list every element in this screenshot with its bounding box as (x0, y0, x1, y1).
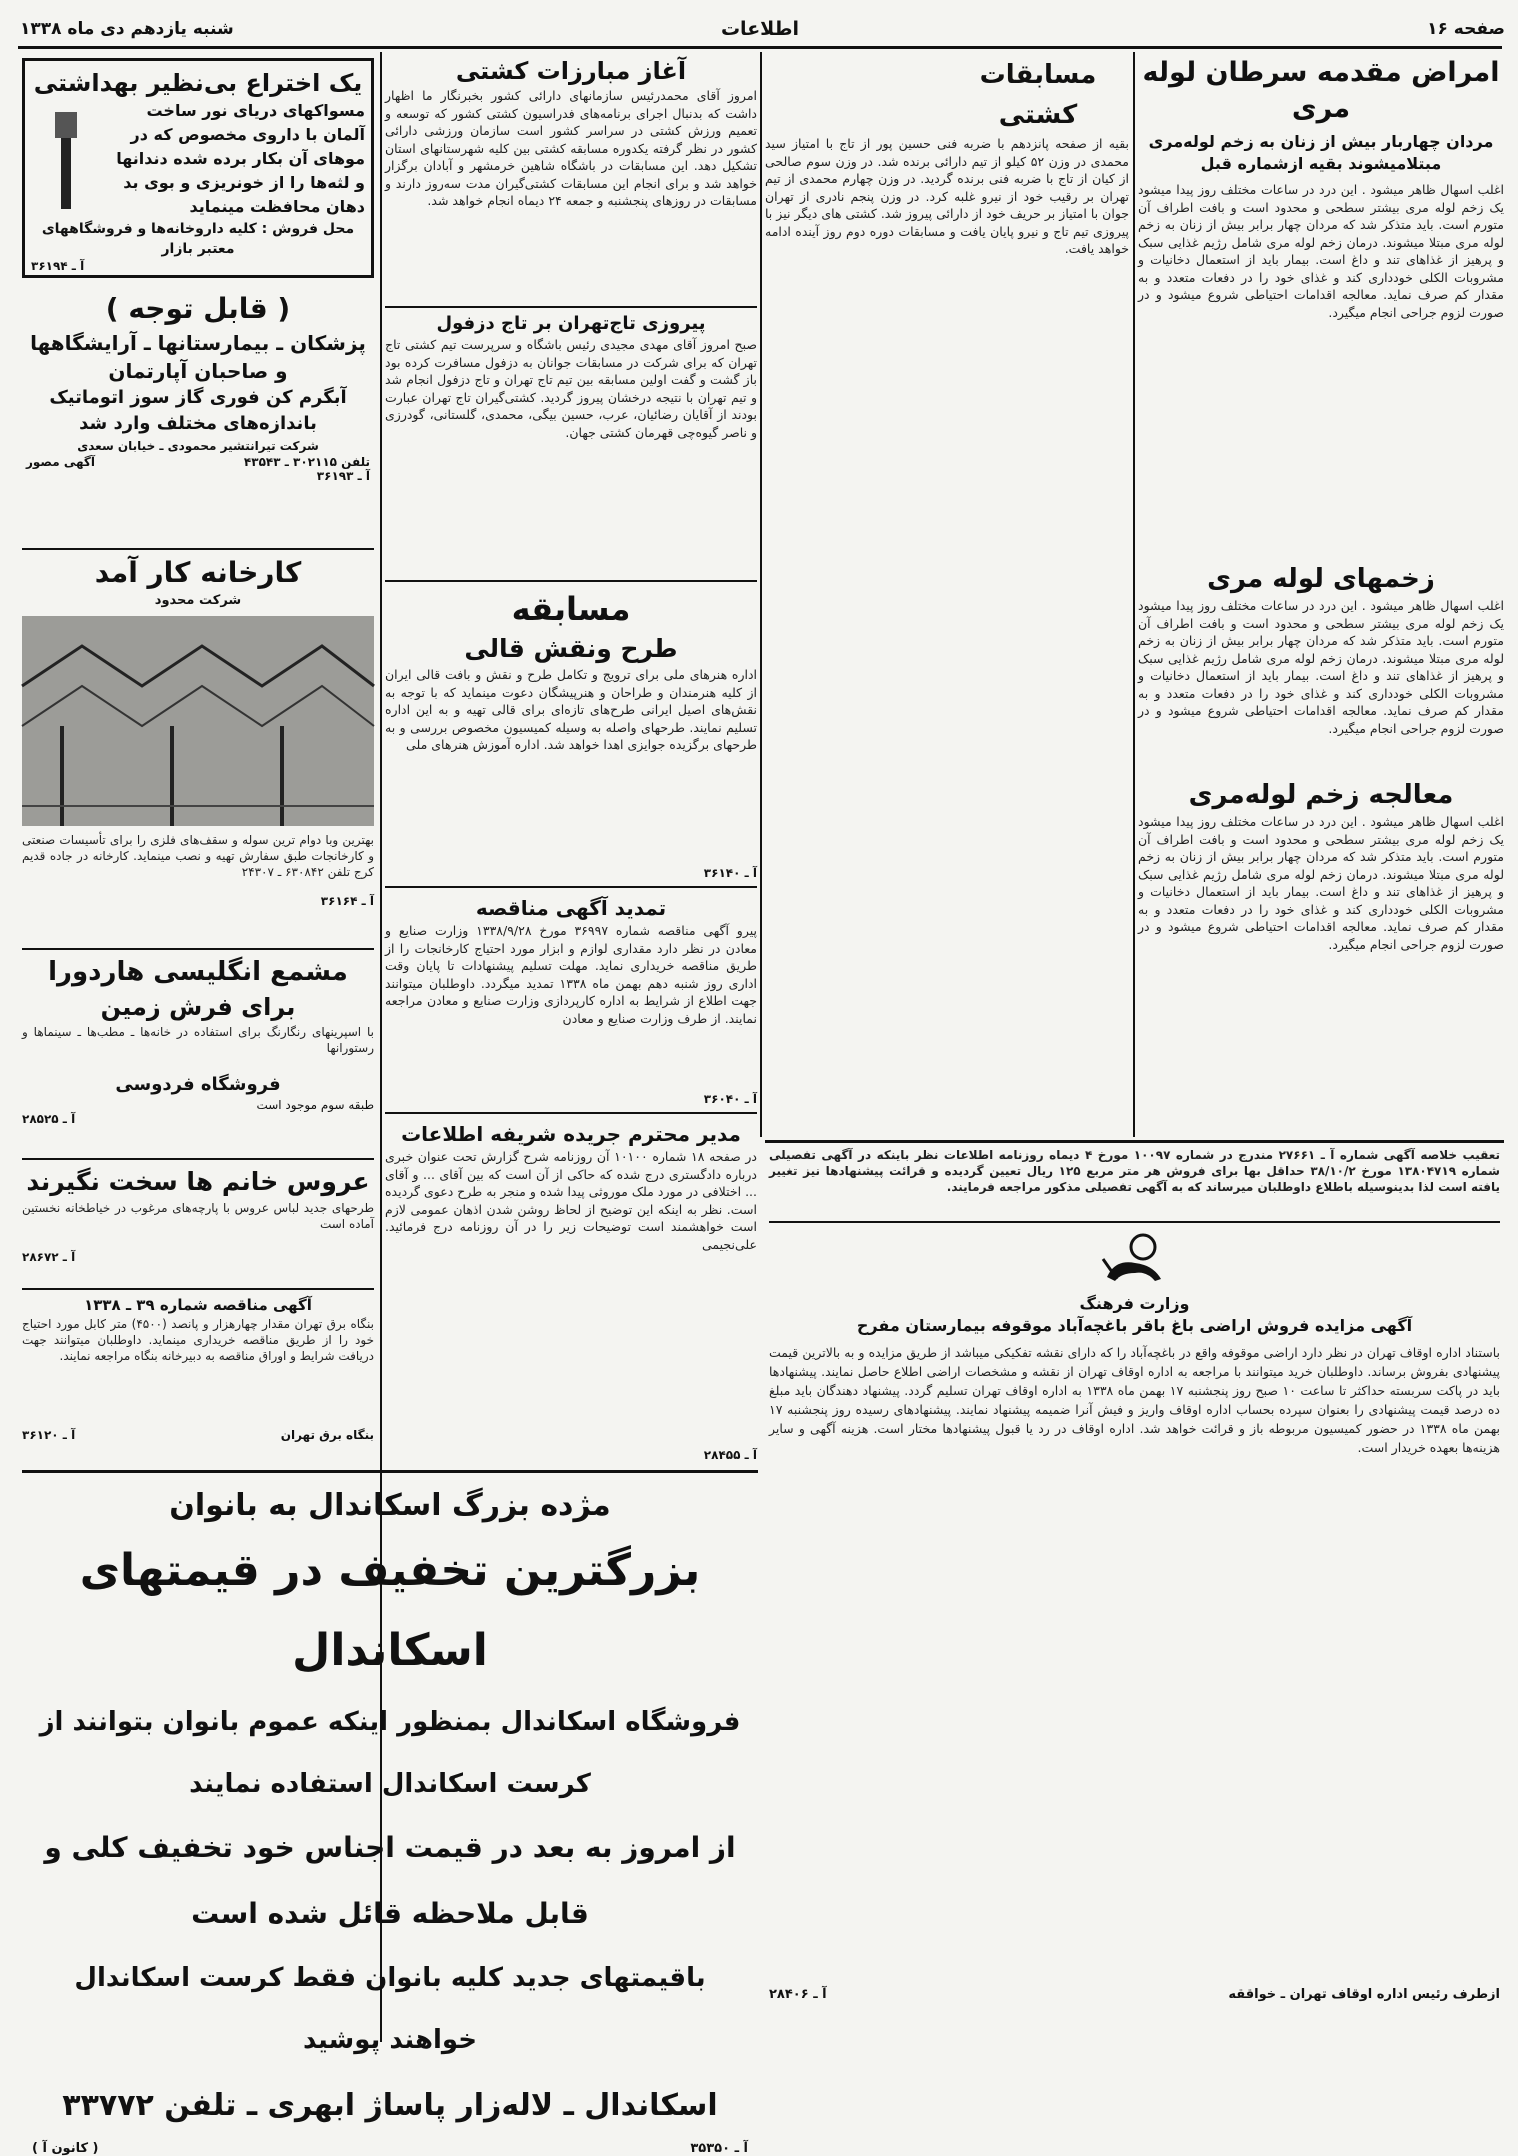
scandal-ad (22, 1470, 758, 2156)
lion-and-sun-emblem (769, 1229, 1500, 1293)
steel-structure-image (22, 616, 374, 826)
ad-line: مژده بزرگ اسکاندال به بانوان (169, 1488, 611, 1523)
ad-ref: آ ـ ۲۸۴۰۶ (769, 1987, 827, 2002)
ad-ref: آ ـ ۲۸۶۷۲ (22, 1250, 76, 1264)
issue-date: شنبه یازدهم دی ماه ۱۳۳۸ (20, 19, 234, 39)
ad-headline: آگهی مناقصه شماره ۳۹ ـ ۱۳۳۸ (84, 1296, 312, 1314)
article-body: در صفحه ۱۸ شماره ۱۰۱۰۰ آن روزنامه شرح گزارش تحت عنوان خبری درباره دادگستری درج شده که حاکی از آن است که بین آقای ... و آقای ... اختلافی در مورد ملک موروثی پیدا شده و منجر به طرح دعوی گردیده است. نظر به اینکه این توضیح از لحاظ روشن شدن اذهان عمومی لازم است خواهشمند است توضیحات زیر را در آن روزنامه درج فرمائید. علی‌نجیمی (385, 1149, 757, 1252)
article-body: صبح امروز آقای مهدی مجیدی رئیس باشگاه و سرپرست تیم کشتی تاج تهران که برای شرکت در مسابقات جوانان به دزفول مسافرت کرده بود باز گشت و گفت اولین مسابقه بین تیم تاج تهران و تاج دزفول انجام شد و تیم تهران با نتیجه درخشان پیروز گردید. کشتی‌گیران تاج تهران عبارت بودند از آقایان رضائیان، عرب، حسین بیگی، محمدی، گلستانی، گودرزی و ناصر گیوه‌چی قهرمان کشتی جهان. (385, 337, 757, 440)
header-rule (18, 46, 1502, 49)
article-title: پیروزی تاج‌تهران بر تاج دزفول (436, 313, 706, 334)
ad-line: فروشگاه اسکاندال بمنظور اینکه عموم بانوان بتوانند از کرست اسکاندال استفاده نمایند (39, 1707, 741, 1799)
article-title: مسابقات کشتی (979, 60, 1097, 130)
tax-notice: تعقیب خلاصه آگهی شماره آ ـ ۲۷۶۶۱ مندرج در شماره ۱۰۰۹۷ مورخ ۴ دیماه روزنامه اطلاعات نظر باینکه در آگهی تفصیلی شماره ۱۳۸۰۴۷۱۹ مورخ ۳۸/۱۰/۲ حداقل بها برای فروش هر متر مربع ۱۲۵ ریال تعیین گردیده و قرائت پیشنهادها نیز تغییر یافته است لذا بدینوسیله باطلاع داوطلبان میرساند که به آگهی تفصیلی مذکور مراجعه فرمایند. (769, 1148, 1501, 1194)
lion-sun-icon (1095, 1229, 1175, 1289)
ad-ref: آ ـ ۲۸۴۵۵ (703, 1448, 757, 1462)
ad-line: از امروز به بعد در قیمت اجناس خود تخفیف کلی و قابل ملاحظه قائل شده است (44, 1831, 736, 1930)
article-body: اداره هنرهای ملی برای ترویج و تکامل طرح و نقش و بافت قالی ایران از کلیه هنرمندان و طراحان و هنرپیشگان دعوت مینماید که با توجه به نقش‌های اصیل ایرانی طرح‌های تازه‌ای برای قالی تهیه و به این اداره تسلیم نمایند. طرحهای واصله به وسیله کمیسیون مخصوص بررسی و به طرحهای برگزیده جوایزی اهدا خواهد شد. اداره آموزش هنرهای ملی (385, 667, 757, 752)
ad-ref: آ ـ ۳۶۱۴۰ (703, 866, 757, 880)
toothbrush-icon (31, 104, 101, 214)
masthead: اطلاعات (720, 18, 800, 40)
article-body: امروز آقای محمدرئیس سازمانهای دارائی کشور بخبرنگار ما اظهار داشت که بدنبال اجرای برنامه‌های فدراسیون کشتی کشور که توسعه و تعمیم ورزش کشتی در سراسر کشور است سازمان ورزشی دارائی کشور در نظر گرفته یکدوره مسابقه کشتی بین کلیه شهرستانهای استان تشکیل دهد. این مسابقات در باشگاه شاهین خرمشهر و آبادان برگزار خواهد شد و برای انجام این مسابقات کشتی‌گیران مدت سه‌روز دارند و مسابقات در روزهای پنجشنبه و جمعه ۲۴ دیماه انجام خواهد شد. (385, 88, 757, 208)
ad-headline: کارخانه کار آمد (94, 556, 302, 589)
page-number: صفحه ۱۶ (1427, 19, 1505, 39)
cancer-article (1138, 55, 1504, 1135)
wrestling-article (765, 55, 1129, 1135)
ad-headline: مشمع انگلیسی هاردورا (48, 957, 348, 987)
article-body: اغلب اسهال ظاهر میشود . این درد در ساعات مختلف روز پیدا میشود یک زخم لوله مری بیشتر سطحی و محدود است و بافت اطراف آن متورم است. باید متذکر شد که مردان چهار برابر بیش از زنان به زخم لوله مری مبتلا میشوند. درمان زخم لوله مری شامل رژیم غذایی سبک و پرهیز از غذاهای تند و داغ است. بیمار باید از استعمال دخانیات و مشروبات الکلی خودداری کند و غذای خود را در دفعات متعدد و به مقدار کم صرف نماید. معالجه اقدامات احتیاطی شروع میشود و در صورت لزوم جراحی انجام میگیرد. (1138, 814, 1504, 952)
article-title: آغاز مبارزات کشتی (455, 57, 687, 85)
ad-headline: ( قابل توجه ) (105, 292, 291, 325)
article-subtitle: مردان چهاربار بیش از زنان به زخم لوله‌مری مبتلامیشوند بقیه ازشماره قبل (1148, 132, 1494, 173)
ad-subtitle: برای فرش زمین (100, 993, 296, 1021)
ad-phone: تلفن ۳۰۲۱۱۵ ـ ۴۳۵۴۳ (243, 455, 370, 469)
ad-text: مسواکهای دریای نور ساخت آلمان با داروی مخصوص که در موهای آن بکار برده شده دندانها و لثه‌ها را از خونریزی و بوی بد دهان محافظت مینماید (116, 101, 365, 216)
ad-ref: آ ـ ۳۶۱۲۰ (22, 1428, 76, 1442)
water-heater-ad (22, 285, 374, 540)
ad-note: طبقه سوم موجود است (256, 1098, 374, 1112)
article-body: پیرو آگهی مناقصه شماره ۳۶۹۹۷ مورخ ۱۳۳۸/۹/۲۸ وزارت صنایع و معادن در نظر دارد مقداری لوازم و ابزار مورد احتیاج کارخانجات را از طریق مناقصه خریداری نماید. مهلت تسلیم پیشنهادات تا پایان وقت اداری روز شنبه دهم بهمن ماه ۱۳۳۸ تمدید میگردد. داوطلبان میتوانند جهت اطلاع از شرایط به اداره کارپردازی وزارت صنایع و معادن مراجعه نمایند. از طرف وزارت صنایع و معادن (385, 923, 758, 1026)
article-body: اغلب اسهال ظاهر میشود . این درد در ساعات مختلف روز پیدا میشود یک زخم لوله مری بیشتر سطحی و محدود است و بافت اطراف آن متورم است. باید متذکر شد که مردان چهار برابر بیش از زنان به زخم لوله مری مبتلا میشوند. درمان زخم لوله مری شامل رژیم غذایی سبک و پرهیز از غذاهای تند و داغ است. بیمار باید از استعمال دخانیات و مشروبات الکلی خودداری کند و غذای خود را در دفعات متعدد و به مقدار کم صرف نماید. معالجه اقدامات احتیاطی شروع میشود و در صورت لزوم جراحی انجام میگیرد. (1138, 598, 1504, 736)
ad-company: شرکت تیرانتشیر محمودی ـ خیابان سعدی (77, 439, 319, 453)
article-title: امراض مقدمه سرطان لوله مری (1142, 57, 1500, 124)
factory-photo (22, 616, 374, 826)
ad-line: باندازه‌های مختلف وارد شد (79, 413, 317, 434)
ad-text: بنگاه برق تهران مقدار چهارهزار و پانصد (۴۵۰۰) متر کابل مورد احتیاج خود را از طریق مناقصه خریداری مینماید. داوطلبان میتوانند جهت دریافت شرایط و اوراق مناقصه به دبیرخانه بنگاه مراجعه نمایند. (22, 1317, 374, 1363)
article-body: اغلب اسهال ظاهر میشود . این درد در ساعات مختلف روز پیدا میشود یک زخم لوله مری بیشتر سطحی و محدود است و بافت اطراف آن متورم است. باید متذکر شد که مردان چهار برابر بیش از زنان به زخم لوله مری مبتلا میشوند. درمان زخم لوله مری شامل رژیم غذایی سبک و پرهیز از غذاهای تند و داغ است. بیمار باید از استعمال دخانیات و مشروبات الکلی خودداری کند و غذای خود را در دفعات متعدد و به مقدار کم صرف نماید. معالجه اقدامات احتیاطی شروع میشود و در صورت لزوم جراحی انجام میگیرد. (1138, 182, 1504, 320)
ad-ref: آ ـ ۳۵۳۵۰ (690, 2141, 748, 2156)
ad-headline: عروس خانم ها سخت نگیرند (26, 1167, 370, 1196)
article-body: بقیه از صفحه پانزدهم با ضربه فنی حسین پور از تاج با امتیاز سید محمدی در وزن ۵۲ کیلو از تیم دارائی برنده شد. در وزن سوم صالحی از کیان از تاج با ضربه فنی برنده گردید. در وزن چهارم محمدی از تیم تهران بر رقیب خود از نیرو غلبه کرد. در وزن پنجم نادری از تهران جوان با امتیاز بر حریف خود از دارائی پیروز شد. کشتی های دیگر نیز با پیروزی تیم تاج و نیرو پایان یافت و مسابقات دوره دوم روز آینده ادامه خواهد یافت. (765, 136, 1129, 256)
ad-line: اسکاندال ـ لاله‌زار پاساژ ابهری ـ تلفن ۳۳۷۷۲ (62, 2088, 718, 2123)
ad-line: پزشکان ـ بیمارستانها ـ آرایشگاهها (30, 331, 366, 355)
bride-ad (22, 1158, 374, 1283)
ad-agency: آگهی مصور (26, 455, 96, 469)
ad-ref: آ ـ ۳۶۰۴۰ (703, 1092, 757, 1106)
factory-ad (22, 548, 374, 943)
toothbrush-ad (22, 58, 374, 278)
ministry-name: وزارت فرهنگ (1079, 1294, 1190, 1313)
article-title: مدیر محترم جریده شریفه اطلاعات (401, 1122, 741, 1146)
ad-ref: آ ـ ۳۶۱۶۴ (320, 894, 374, 908)
ad-ref: آ ـ ۲۸۵۲۵ (22, 1112, 76, 1126)
auction-title: آگهی مزایده فروش اراضی باغ باقر باغچه‌آباد موقوفه بیمارستان مفرح (856, 1316, 1413, 1335)
ad-subtitle: شرکت محدود (154, 593, 242, 608)
column-divider (1133, 52, 1135, 1137)
article-title: تمدید آگهی مناقصه (475, 896, 667, 920)
section-heading: معالجه زخم لوله‌مری (1188, 780, 1454, 810)
ad-store: فروشگاه فردوسی (115, 1074, 281, 1095)
ad-agency: ( کانون آ ) (32, 2141, 99, 2156)
auction-notice (765, 1140, 1504, 2040)
ad-headline: بزرگترین تخفیف در قیمتهای اسکاندال (79, 1545, 701, 1676)
ad-ref: آ ـ ۳۶۱۹۳ (316, 469, 370, 483)
ad-signature: بنگاه برق تهران (280, 1428, 374, 1442)
section-heading: زخمهای لوله مری (1207, 564, 1435, 594)
ad-line: باقیمتهای جدید کلیه بانوان فقط کرست اسکاندال خواهند پوشید (74, 1963, 706, 2055)
ad-headline: یک اختراع بی‌نظیر بهداشتی (33, 69, 363, 97)
contest-subtitle: طرح ونقش قالی (464, 634, 678, 663)
ad-footer: محل فروش : کلیه داروخانه‌ها و فروشگاههای معتبر بازار (41, 221, 355, 257)
ad-line: آبگرم کن فوری گاز سوز اتوماتیک (49, 387, 347, 408)
ad-ref: آ ـ ۳۶۱۹۴ (31, 259, 85, 273)
ad-text: طرحهای جدید لباس عروس با پارچه‌های مرغوب در خیاطخانه نخستین آماده است (22, 1201, 374, 1231)
power-tender-ad (22, 1288, 374, 1468)
contest-title: مسابقه (511, 590, 631, 628)
ad-text: با اسپرینهای رنگارنگ برای استفاده در خانه‌ها ـ مطب‌ها ـ سینماها و رستورانها (22, 1025, 374, 1055)
auction-body: باستناد اداره اوقاف تهران در نظر دارد اراضی موقوفه واقع در باغچه‌آباد را که دارای نقشه تفکیکی میباشد از طریق مزایده و به بالاترین قیمت پیشنهادی بفروش برساند. داوطلبان خرید میتوانند با مراجعه به اداره اوقاف تهران از نقشه و مشخصات اراضی اطلاع حاصل نمایند. پیشنهادها باید در پاکت سربسته حداکثر تا ساعت ۱۰ صبح روز پنجشنبه ۱۷ بهمن ماه ۱۳۳۸ به اداره اوقاف تهران تسلیم گردد. پیشنهاد دهندگان باید مبلغ ده درصد قیمت پیشنهادی را بعنوان سپرده بحساب اداره اوقاف واریز و فیش آنرا ضمیمه پیشنهاد نمایند. پیشنهادهای رسیده روز پنجشنبه ۱۷ بهمن ماه ۱۳۳۸ در حضور کمیسیون مربوطه باز و قرائت خواهد شد. اداره اوقاف در رد یا قبول پیشنهادها مختار است. هزینه آگهی و سایر هزینه‌ها بعهده خریدار است. (769, 1345, 1501, 1455)
ad-text: بهترین وبا دوام ترین سوله و سقف‌های فلزی را برای تأسیسات صنعتی و کارخانجات طبق سفارش تهیه و نصب مینماید. کارخانه در جاده قدیم کرج تلفن ۶۳۰۸۴۲ ـ ۲۴۳۰۷ (22, 833, 374, 879)
auction-signature: ازطرف رئیس اداره اوقاف تهران ـ خواققه (1228, 1987, 1500, 2002)
hardura-ad (22, 948, 374, 1153)
ad-line: و صاحبان آپارتمان (108, 359, 288, 383)
column-divider (760, 52, 762, 1137)
